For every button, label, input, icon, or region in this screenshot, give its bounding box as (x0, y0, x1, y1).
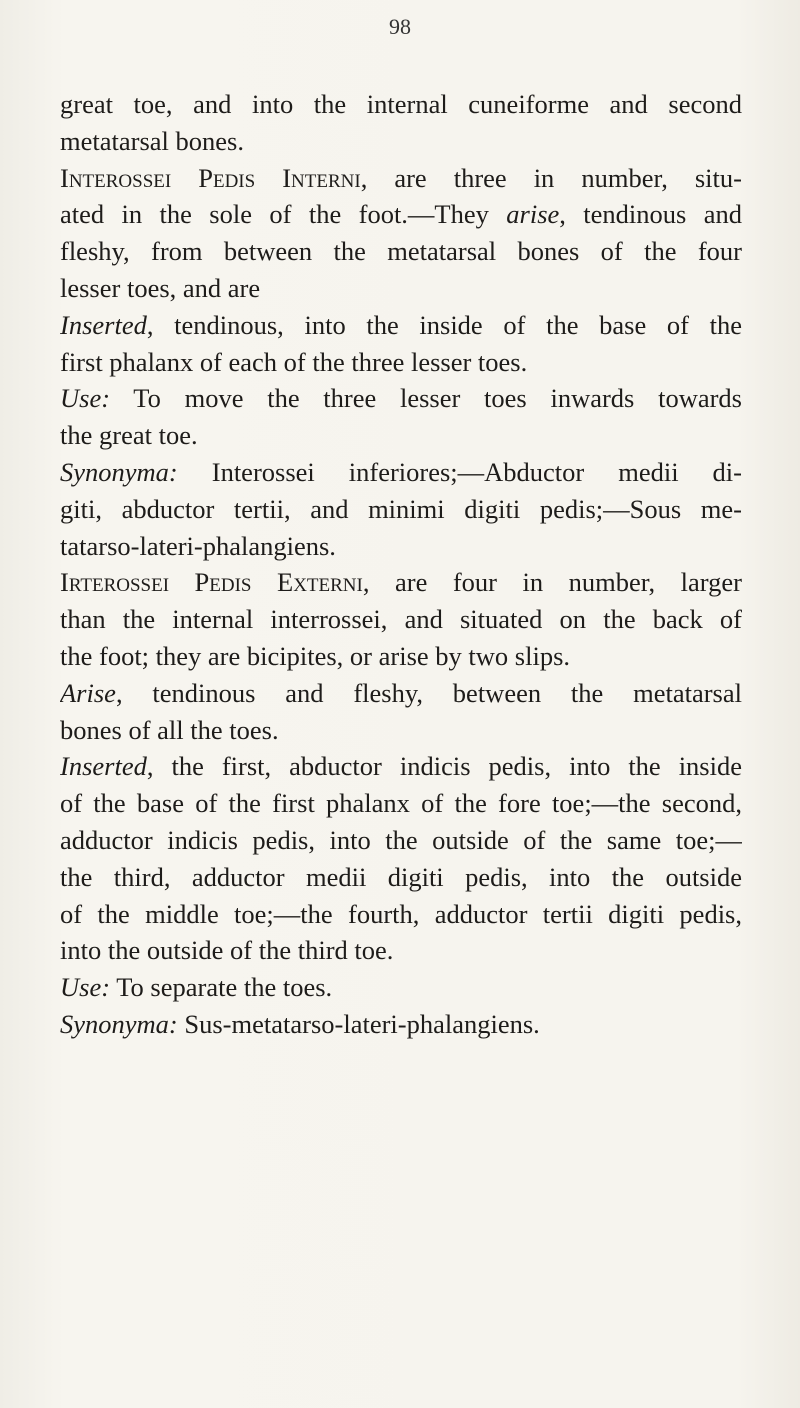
italic-term: Synonyma: (60, 456, 178, 487)
text-run: into the outside of the third toe. (60, 935, 394, 966)
text-run: bones of all the toes. (60, 714, 279, 745)
text-line (60, 86, 742, 123)
text-run: of the middle toe;—the fourth, adductor tertii digiti pedis, (60, 898, 742, 929)
text-run: of the base of the first phalanx of the fore toe;—the second, (60, 788, 742, 819)
text-line (60, 564, 742, 601)
text-line (60, 417, 742, 454)
text-line (60, 528, 742, 565)
text-run: , are four in number, larger (362, 567, 742, 598)
text-line (60, 270, 742, 307)
text-line (60, 233, 742, 270)
text-run: , tendinous and fleshy, between the metatarsal (115, 677, 742, 708)
text-line (60, 123, 742, 160)
text-run: ated in the sole of the foot.—They (60, 199, 507, 230)
text-line (60, 822, 742, 859)
text-run: adductor indicis pedis, into the outside of the same toe;— (60, 824, 742, 855)
section-heading: Irterossei Pedis Externi (60, 567, 363, 598)
text-line (60, 675, 742, 712)
text-run: Sus-metatarso-lateri-phalangiens. (177, 1008, 540, 1039)
italic-term: Inserted (60, 309, 147, 340)
text-run: , the first, abductor indicis pedis, into the inside (146, 751, 742, 782)
text-line (60, 859, 742, 896)
text-line (60, 380, 742, 417)
text-run: , tendinous and (559, 199, 742, 230)
text-run: the third, adductor medii digiti pedis, into the outside (60, 861, 742, 892)
text-run: metatarsal bones. (60, 125, 244, 156)
body-text (60, 86, 742, 1043)
italic-term: Use: (60, 972, 111, 1003)
text-line (60, 932, 742, 969)
text-run: the great toe. (60, 420, 198, 451)
text-run: the foot; they are bicipites, or arise by two slips. (60, 640, 571, 671)
italic-term: arise (506, 199, 560, 230)
text-line (60, 785, 742, 822)
italic-term: Synonyma: (60, 1008, 178, 1039)
text-line (60, 1006, 742, 1043)
italic-term: Use: (60, 383, 111, 414)
text-line (60, 196, 742, 233)
text-line (60, 601, 742, 638)
text-line (60, 160, 742, 197)
text-run: than the internal interrossei, and situated on the back of (60, 604, 742, 635)
text-run: Interossei inferiores;—Abductor medii di- (177, 456, 742, 487)
text-line (60, 344, 742, 381)
italic-term: Inserted (60, 751, 147, 782)
italic-term: Arise (60, 677, 116, 708)
text-line (60, 307, 742, 344)
text-line (60, 712, 742, 749)
text-line (60, 638, 742, 675)
text-run: , are three in number, situ- (360, 162, 742, 193)
text-run: lesser toes, and are (60, 272, 261, 303)
text-line (60, 969, 742, 1006)
text-run: , tendinous, into the inside of the base of the (146, 309, 742, 340)
section-heading: Interossei Pedis Interni (60, 162, 361, 193)
text-line (60, 491, 742, 528)
text-line (60, 896, 742, 933)
text-run: great toe, and into the internal cuneiforme and second (60, 89, 742, 119)
text-run: To separate the toes. (110, 972, 333, 1003)
text-run: To move the three lesser toes inwards towards (110, 383, 742, 414)
text-run: fleshy, from between the metatarsal bones of the four (60, 236, 742, 267)
text-run: first phalanx of each of the three lesser toes. (60, 346, 528, 377)
text-run: giti, abductor tertii, and minimi digiti pedis;—Sous me- (60, 493, 742, 524)
text-line (60, 748, 742, 785)
page-number: 98 (389, 14, 411, 39)
text-line (60, 454, 742, 491)
text-run: tatarso-lateri-phalangiens. (60, 530, 336, 561)
